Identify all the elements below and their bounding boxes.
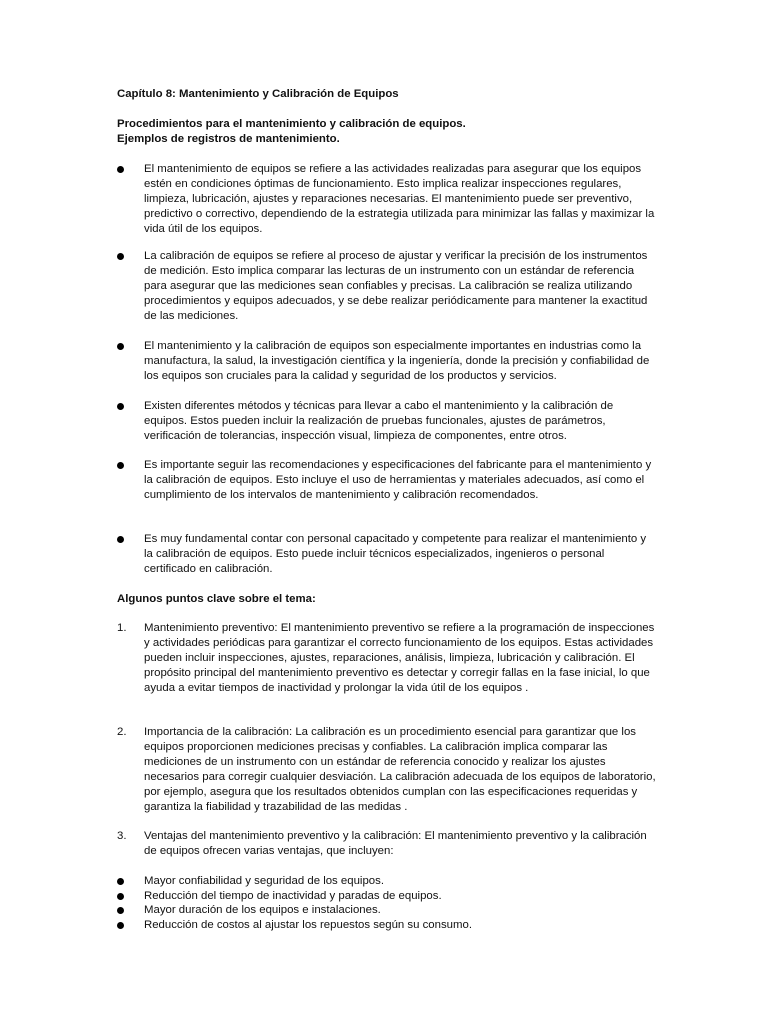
list-number: 3. — [117, 830, 127, 842]
bullet-icon — [117, 878, 124, 885]
list-item-text: Es importante seguir las recomendaciones y especificaciones del fabricante para el mantenimiento y la calibración de equipos. Esto incluye el uso de herramientas y materiales adecuados, así como el cumplimiento de los intervalos de mantenimiento y calibración recomendados. — [144, 459, 652, 501]
list-item — [117, 918, 657, 933]
bullet-icon — [117, 907, 124, 914]
list-item — [117, 874, 657, 889]
bullet-icon — [117, 922, 124, 929]
list-number: 2. — [117, 726, 127, 738]
list-item-text: Mayor duración de los equipos e instalaciones. — [144, 904, 381, 916]
key-points-heading: Algunos puntos clave sobre el tema: — [117, 593, 316, 605]
list-item-text: Es muy fundamental contar con personal capacitado y competente para realizar el mantenimiento y la calibración de equipos. Esto puede incluir técnicos especializados, ingenieros o personal certificado en calibración. — [144, 533, 647, 575]
list-item-text: Reducción del tiempo de inactividad y paradas de equipos. — [144, 890, 442, 902]
bullet-icon — [117, 253, 124, 260]
list-item-text: Importancia de la calibración: La calibración es un procedimiento esencial para garantizar que los equipos proporcionen mediciones precisas y confiables. La calibración implica comparar las mediciones de un instrumento con un estándar de referencia conocido y realizar los ajustes necesarios para corregir cualquier desviación. La calibración adecuada de los equipos de laboratorio, por ejemplo, asegura que los resultados obtenidos cumplan con las especificaciones requeridas y garantiza la fiabilidad y trazabilidad de las medidas . — [144, 726, 656, 813]
list-item-text: Existen diferentes métodos y técnicas para llevar a cabo el mantenimiento y la calibración de equipos. Estos pueden incluir la realización de pruebas funcionales, ajustes de parámetros, verificación de tolerancias, inspección visual, limpieza de componentes, entre otros. — [144, 400, 614, 442]
bullet-icon — [117, 462, 124, 469]
list-item — [117, 903, 657, 918]
list-item-text: Ventajas del mantenimiento preventivo y la calibración: El mantenimiento preventivo y la calibración de equipos ofrecen varias ventajas, que incluyen: — [144, 830, 647, 857]
chapter-title: Capítulo 8: Mantenimiento y Calibración de Equipos — [117, 88, 399, 100]
list-item-text: El mantenimiento de equipos se refiere a las actividades realizadas para asegurar que los equipos estén en condiciones óptimas de funcionamiento. Esto implica realizar inspecciones regulares, limpieza, lubricación, ajustes y reparaciones necesarias. El mantenimiento puede ser preventivo, predictivo o correctivo, dependiendo de la estrategia utilizada para minimizar las fallas y maximizar la vida útil de los equipos. — [144, 163, 655, 235]
list-item-text: Mantenimiento preventivo: El mantenimiento preventivo se refiere a la programación de inspecciones y actividades periódicas para garantizar el correcto funcionamiento de los equipos. Estas actividades pueden incluir inspecciones, ajustes, reparaciones, análisis, limpieza, lubricación y calibración. El propósito principal del mantenimiento preventivo es detectar y corregir fallas en la fase inicial, lo que ayuda a evitar tiempos de inactividad y prolongar la vida útil de los equipos . — [144, 622, 655, 694]
bullet-icon — [117, 343, 124, 350]
list-item-text: El mantenimiento y la calibración de equipos son especialmente importantes en industrias como la manufactura, la salud, la investigación científica y la ingeniería, donde la precisión y confiabilidad de los equipos son cruciales para la calidad y seguridad de los productos y servicios. — [144, 340, 650, 382]
section-subtitle-records: Ejemplos de registros de mantenimiento. — [117, 133, 340, 145]
bullet-icon — [117, 403, 124, 410]
list-number: 1. — [117, 622, 127, 634]
bullet-icon — [117, 893, 124, 900]
list-item-text: Mayor confiabilidad y seguridad de los equipos. — [144, 875, 384, 887]
list-item — [117, 889, 657, 904]
bullet-icon — [117, 536, 124, 543]
bullet-icon — [117, 166, 124, 173]
section-subtitle-procedures: Procedimientos para el mantenimiento y calibración de equipos. — [117, 118, 466, 130]
list-item-text: Reducción de costos al ajustar los repuestos según su consumo. — [144, 919, 472, 931]
list-item-text: La calibración de equipos se refiere al proceso de ajustar y verificar la precisión de los instrumentos de medición. Esto implica comparar las lecturas de un instrumento con un estándar de referencia para asegurar que las mediciones sean confiables y precisas. La calibración se realiza utilizando procedimientos y equipos adecuados, y se debe realizar periódicamente para mantener la exactitud de las mediciones. — [144, 250, 648, 322]
